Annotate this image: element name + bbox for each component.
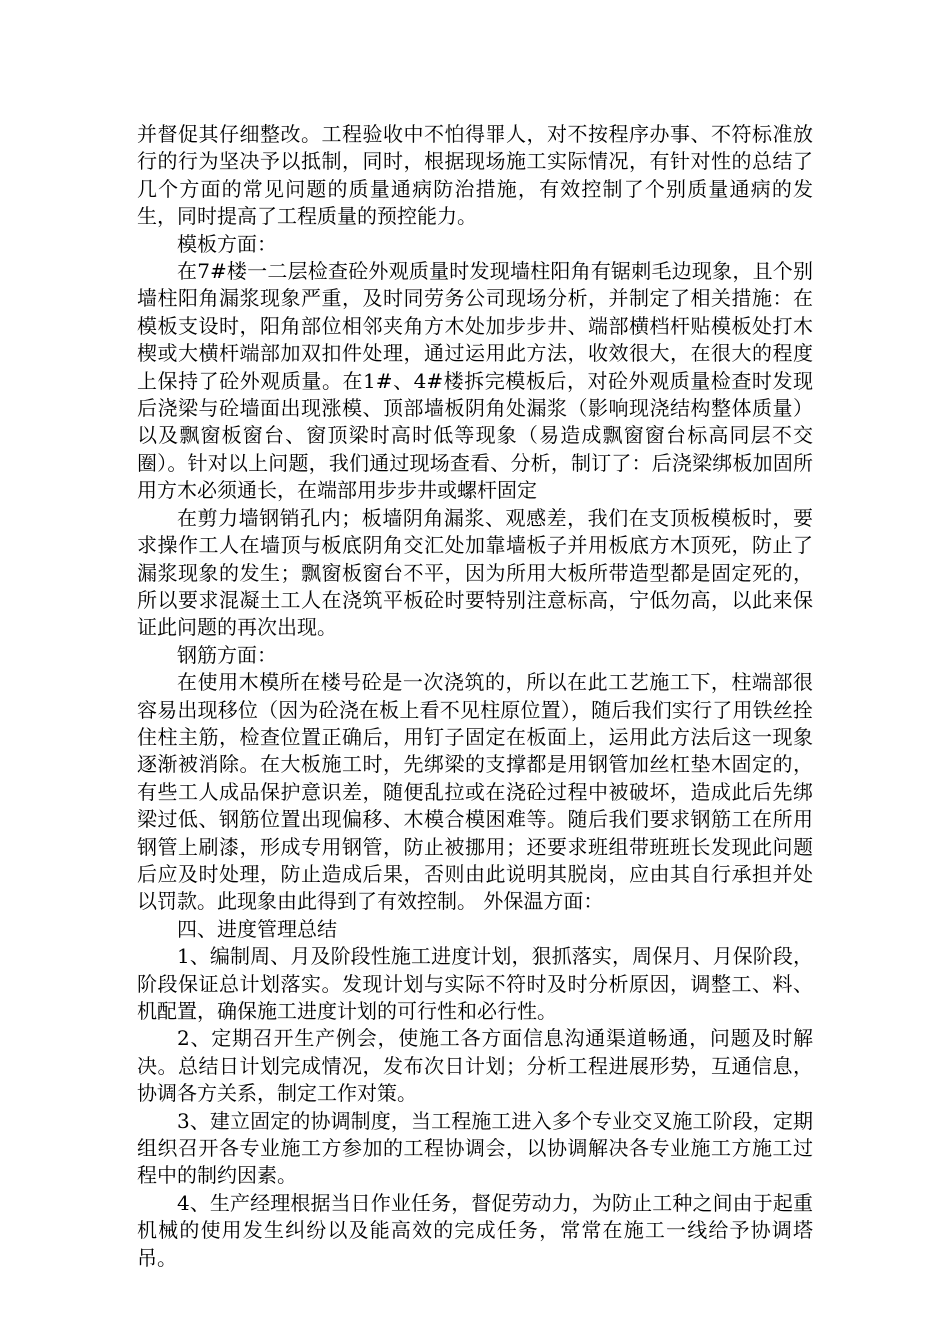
paragraph-intro-continuation: 并督促其仔细整改。工程验收中不怕得罪人，对不按程序办事、不符标准放行的行为坚决予以抵制，同时，根据现场施工实际情况，有针对性的总结了几个方面的常见问题的质量通病防治措施，有效控制了个别质量通病的发生，同时提高了工程质量的预控能力。 xyxy=(137,122,813,229)
paragraph-formwork-leakage: 在剪力墙钢销孔内；板墙阴角漏浆、观感差，我们在支顶板模板时，要求操作工人在墙顶与板底阴角交汇处加靠墙板子并用板底方木顶死，防止了漏浆现象的发生；飘窗板窗台不平，因为所用大板所带造型都是固定死的，所以要求混凝土工人在浇筑平板砼时要特别注意标高，宁低勿高，以此来保证此问题的再次出现。 xyxy=(137,505,813,640)
heading-formwork: 模板方面： xyxy=(177,231,277,256)
heading-schedule-management: 四、进度管理总结 xyxy=(177,916,337,941)
paragraph-schedule-item-3: 3、建立固定的协调制度，当工程施工进入多个专业交叉施工阶段，定期组织召开各专业施工方参加的工程协调会，以协调解决各专业施工方施工过程中的制约因素。 xyxy=(137,1108,813,1188)
heading-rebar: 钢筋方面： xyxy=(177,642,277,667)
document-body xyxy=(137,121,813,1272)
paragraph-formwork-measures: 在7#楼一二层检查砼外观质量时发现墙柱阳角有锯刺毛边现象，且个别墙柱阳角漏浆现象严重，及时同劳务公司现场分析，并制定了相关措施：在模板支设时，阳角部位相邻夹角方木处加步步井、端部横档杆贴模板处打木楔或大横杆端部加双扣件处理，通过运用此方法，收效很大，在很大的程度上保持了砼外观质量。在1#、4#楼拆完模板后，对砼外观质量检查时发现后浇梁与砼墙面出现涨模、顶部墙板阴角处漏浆（影响现浇结构整体质量）以及飘窗板窗台、窗顶梁时高时低等现象（易造成飘窗窗台标高同层不交圈）。针对以上问题，我们通过现场查看、分析，制订了：后浇梁绑板加固所用方木必须通长，在端部用步步井或螺杆固定 xyxy=(137,259,813,503)
paragraph-schedule-item-2: 2、定期召开生产例会，使施工各方面信息沟通渠道畅通，问题及时解决。总结日计划完成情况，发布次日计划；分析工程进展形势，互通信息，协调各方关系，制定工作对策。 xyxy=(137,1026,813,1106)
paragraph-rebar-measures: 在使用木模所在楼号砼是一次浇筑的，所以在此工艺施工下，柱端部很容易出现移位（因为砼浇在板上看不见柱原位置），随后我们实行了用铁丝拴住柱主筋，检查位置正确后，用钉子固定在板面上，运用此方法后这一现象逐渐被消除。在大板施工时，先绑梁的支撑都是用钢管加丝杠垫木固定的，有些工人成品保护意识差，随便乱拉或在浇砼过程中被破坏，造成此后先绑梁过低、钢筋位置出现偏移、木模合模困难等。随后我们要求钢筋工在所用钢管上刷漆，形成专用钢管，防止被挪用；还要求班组带班班长发现此问题后应及时处理，防止造成后果，否则由此说明其脱岗，应由其自行承担并处以罚款。此现象由此得到了有效控制。 外保温方面： xyxy=(137,670,813,914)
paragraph-schedule-item-1: 1、编制周、月及阶段性施工进度计划，狠抓落实，周保月、月保阶段，阶段保证总计划落实。发现计划与实际不符时及时分析原因，调整工、料、机配置，确保施工进度计划的可行性和必行性。 xyxy=(137,944,813,1023)
paragraph-schedule-item-4: 4、生产经理根据当日作业任务，督促劳动力，为防止工种之间由于起重机械的使用发生纠纷以及能高效的完成任务，常常在施工一线给予协调塔吊。 xyxy=(137,1190,813,1270)
